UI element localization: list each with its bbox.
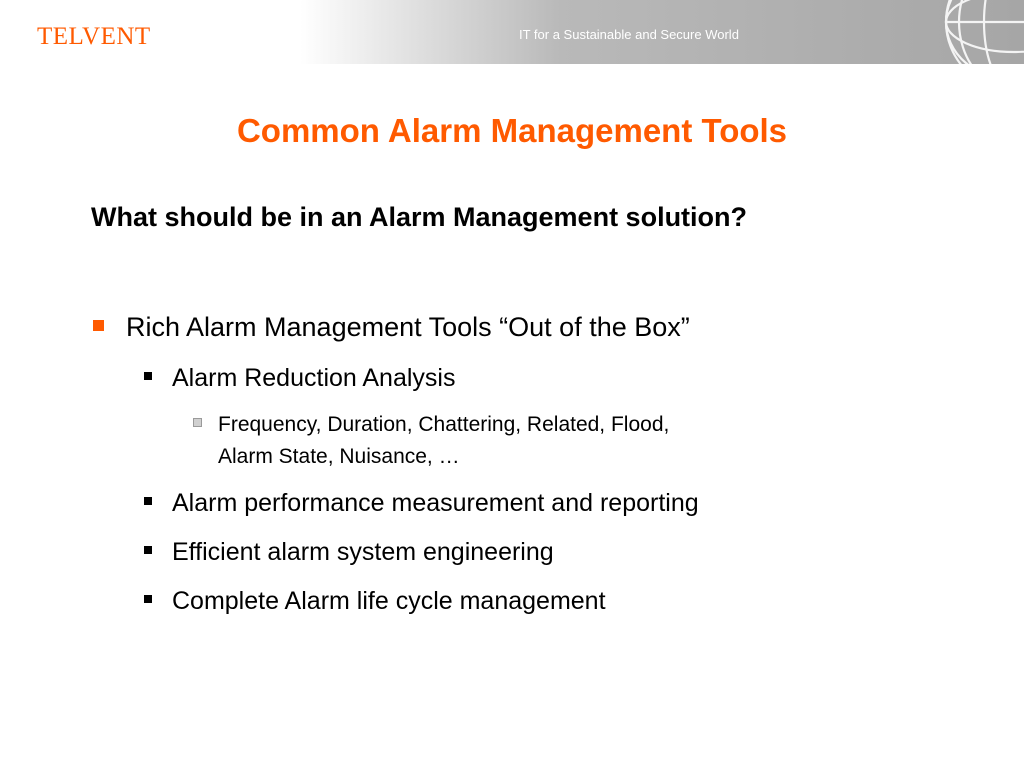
header-tagline: IT for a Sustainable and Secure World (519, 27, 739, 42)
bullet-alarm-performance (144, 489, 699, 518)
bullet-level3-line1: Frequency, Duration, Chattering, Related, Flood, (218, 413, 670, 436)
bullet-level3 (193, 409, 669, 473)
telvent-logo: TELVENT (37, 23, 151, 50)
bullet-alarm-performance-text: Alarm performance measurement and reporting (172, 489, 699, 517)
black-square-bullet-icon (144, 546, 152, 554)
bullet-level3-line2: Alarm State, Nuisance, … (218, 445, 460, 468)
gray-square-bullet-icon (193, 418, 202, 427)
bullet-alarm-reduction (144, 364, 455, 393)
slide-title: Common Alarm Management Tools (236, 112, 788, 149)
black-square-bullet-icon (144, 497, 152, 505)
bullet-alarm-reduction-text: Alarm Reduction Analysis (172, 364, 456, 392)
bullet-alarm-lifecycle-text: Complete Alarm life cycle management (172, 587, 606, 615)
bullet-alarm-engineering (144, 538, 554, 567)
bullet-alarm-lifecycle (144, 587, 606, 616)
bullet-level1-text: Rich Alarm Management Tools “Out of the Box” (126, 312, 690, 342)
black-square-bullet-icon (144, 595, 152, 603)
slide-subtitle: What should be in an Alarm Management solution? (91, 202, 748, 232)
black-square-bullet-icon (144, 372, 152, 380)
globe-icon (914, 0, 1024, 64)
bullet-level1 (93, 312, 690, 343)
orange-square-bullet-icon (93, 320, 104, 331)
header-band (0, 0, 1024, 64)
bullet-alarm-engineering-text: Efficient alarm system engineering (172, 538, 554, 566)
